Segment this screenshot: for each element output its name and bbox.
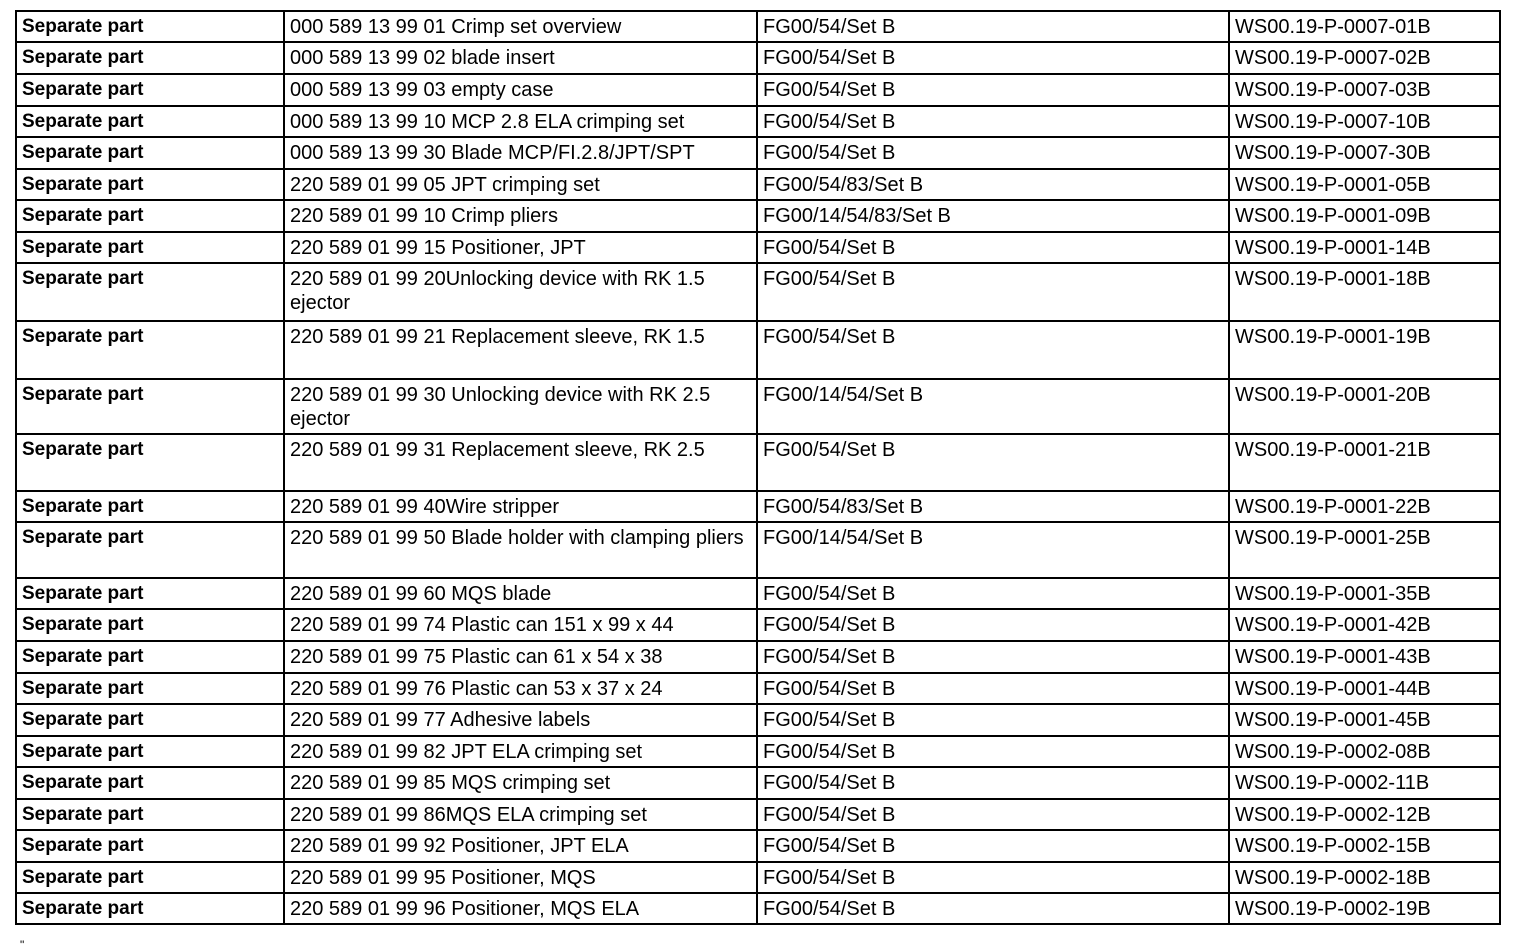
part-description-cell: 220 589 01 99 50 Blade holder with clamping pliers (284, 522, 757, 578)
part-kind-cell: Separate part (16, 169, 284, 200)
ws-reference-cell: WS00.19-P-0007-01B (1229, 11, 1500, 42)
fg-reference-cell: FG00/54/Set B (757, 799, 1229, 830)
part-kind-cell: Separate part (16, 893, 284, 924)
fg-reference-cell: FG00/14/54/Set B (757, 522, 1229, 578)
part-description-cell: 220 589 01 99 10 Crimp pliers (284, 200, 757, 232)
ws-reference-cell: WS00.19-P-0001-43B (1229, 641, 1500, 673)
parts-table (15, 10, 1501, 925)
fg-reference-cell: FG00/54/Set B (757, 704, 1229, 736)
table-row (16, 609, 1500, 641)
ws-reference-cell: WS00.19-P-0007-30B (1229, 137, 1500, 169)
part-description-cell: 220 589 01 99 86MQS ELA crimping set (284, 799, 757, 830)
part-kind-cell: Separate part (16, 321, 284, 379)
fg-reference-cell: FG00/54/Set B (757, 862, 1229, 893)
ws-reference-cell: WS00.19-P-0001-14B (1229, 232, 1500, 263)
ws-reference-cell: WS00.19-P-0001-19B (1229, 321, 1500, 379)
table-row (16, 736, 1500, 767)
ws-reference-cell: WS00.19-P-0007-02B (1229, 42, 1500, 74)
fg-reference-cell: FG00/54/Set B (757, 736, 1229, 767)
ws-reference-cell: WS00.19-P-0002-18B (1229, 862, 1500, 893)
fg-reference-cell: FG00/54/Set B (757, 578, 1229, 609)
table-row (16, 137, 1500, 169)
fg-reference-cell: FG00/54/83/Set B (757, 491, 1229, 522)
table-row (16, 200, 1500, 232)
part-kind-cell: Separate part (16, 106, 284, 137)
table-row (16, 767, 1500, 799)
part-kind-cell: Separate part (16, 263, 284, 321)
table-row (16, 799, 1500, 830)
fg-reference-cell: FG00/54/83/Set B (757, 169, 1229, 200)
part-kind-cell: Separate part (16, 799, 284, 830)
table-row (16, 578, 1500, 609)
part-description-cell: 220 589 01 99 92 Positioner, JPT ELA (284, 830, 757, 862)
table-row (16, 673, 1500, 704)
table-row (16, 11, 1500, 42)
fg-reference-cell: FG00/54/Set B (757, 263, 1229, 321)
fg-reference-cell: FG00/54/Set B (757, 641, 1229, 673)
part-description-cell: 220 589 01 99 15 Positioner, JPT (284, 232, 757, 263)
ws-reference-cell: WS00.19-P-0001-25B (1229, 522, 1500, 578)
ws-reference-cell: WS00.19-P-0001-21B (1229, 434, 1500, 491)
part-kind-cell: Separate part (16, 641, 284, 673)
fg-reference-cell: FG00/54/Set B (757, 106, 1229, 137)
part-kind-cell: Separate part (16, 767, 284, 799)
table-row (16, 491, 1500, 522)
table-row (16, 434, 1500, 491)
table-row (16, 74, 1500, 106)
fg-reference-cell: FG00/54/Set B (757, 137, 1229, 169)
part-kind-cell: Separate part (16, 522, 284, 578)
part-description-cell: 220 589 01 99 82 JPT ELA crimping set (284, 736, 757, 767)
part-description-cell: 220 589 01 99 95 Positioner, MQS (284, 862, 757, 893)
part-description-cell: 220 589 01 99 75 Plastic can 61 x 54 x 38 (284, 641, 757, 673)
ws-reference-cell: WS00.19-P-0007-10B (1229, 106, 1500, 137)
part-kind-cell: Separate part (16, 491, 284, 522)
fg-reference-cell: FG00/54/Set B (757, 232, 1229, 263)
ws-reference-cell: WS00.19-P-0001-05B (1229, 169, 1500, 200)
part-description-cell: 220 589 01 99 76 Plastic can 53 x 37 x 24 (284, 673, 757, 704)
ws-reference-cell: WS00.19-P-0002-12B (1229, 799, 1500, 830)
part-kind-cell: Separate part (16, 200, 284, 232)
part-kind-cell: Separate part (16, 673, 284, 704)
part-kind-cell: Separate part (16, 379, 284, 434)
ws-reference-cell: WS00.19-P-0001-42B (1229, 609, 1500, 641)
table-row (16, 106, 1500, 137)
ws-reference-cell: WS00.19-P-0001-35B (1229, 578, 1500, 609)
table-row (16, 830, 1500, 862)
ws-reference-cell: WS00.19-P-0002-08B (1229, 736, 1500, 767)
table-row (16, 641, 1500, 673)
part-description-cell: 220 589 01 99 40Wire stripper (284, 491, 757, 522)
part-kind-cell: Separate part (16, 434, 284, 491)
part-kind-cell: Separate part (16, 862, 284, 893)
part-description-cell: 220 589 01 99 60 MQS blade (284, 578, 757, 609)
ws-reference-cell: WS00.19-P-0001-22B (1229, 491, 1500, 522)
ws-reference-cell: WS00.19-P-0001-44B (1229, 673, 1500, 704)
part-kind-cell: Separate part (16, 11, 284, 42)
table-row (16, 232, 1500, 263)
part-description-cell: 220 589 01 99 31 Replacement sleeve, RK 2.5 (284, 434, 757, 491)
trailing-mark: " (20, 938, 25, 952)
part-description-cell: 220 589 01 99 96 Positioner, MQS ELA (284, 893, 757, 924)
fg-reference-cell: FG00/54/Set B (757, 74, 1229, 106)
ws-reference-cell: WS00.19-P-0002-19B (1229, 893, 1500, 924)
fg-reference-cell: FG00/54/Set B (757, 673, 1229, 704)
ws-reference-cell: WS00.19-P-0001-09B (1229, 200, 1500, 232)
table-row (16, 169, 1500, 200)
fg-reference-cell: FG00/14/54/Set B (757, 379, 1229, 434)
part-kind-cell: Separate part (16, 609, 284, 641)
part-description-cell: 220 589 01 99 74 Plastic can 151 x 99 x 44 (284, 609, 757, 641)
ws-reference-cell: WS00.19-P-0007-03B (1229, 74, 1500, 106)
fg-reference-cell: FG00/14/54/83/Set B (757, 200, 1229, 232)
ws-reference-cell: WS00.19-P-0002-11B (1229, 767, 1500, 799)
part-kind-cell: Separate part (16, 137, 284, 169)
part-description-cell: 000 589 13 99 03 empty case (284, 74, 757, 106)
ws-reference-cell: WS00.19-P-0002-15B (1229, 830, 1500, 862)
part-kind-cell: Separate part (16, 578, 284, 609)
part-kind-cell: Separate part (16, 74, 284, 106)
fg-reference-cell: FG00/54/Set B (757, 893, 1229, 924)
table-row (16, 893, 1500, 924)
part-description-cell: 220 589 01 99 85 MQS crimping set (284, 767, 757, 799)
part-description-cell: 220 589 01 99 77 Adhesive labels (284, 704, 757, 736)
part-description-cell: 220 589 01 99 30 Unlocking device with RK 2.5 ejector (284, 379, 757, 434)
parts-table-body (16, 11, 1500, 924)
fg-reference-cell: FG00/54/Set B (757, 434, 1229, 491)
ws-reference-cell: WS00.19-P-0001-20B (1229, 379, 1500, 434)
part-kind-cell: Separate part (16, 704, 284, 736)
part-description-cell: 000 589 13 99 02 blade insert (284, 42, 757, 74)
part-description-cell: 220 589 01 99 21 Replacement sleeve, RK 1.5 (284, 321, 757, 379)
ws-reference-cell: WS00.19-P-0001-18B (1229, 263, 1500, 321)
part-description-cell: 220 589 01 99 05 JPT crimping set (284, 169, 757, 200)
fg-reference-cell: FG00/54/Set B (757, 830, 1229, 862)
table-row (16, 522, 1500, 578)
table-row (16, 379, 1500, 434)
fg-reference-cell: FG00/54/Set B (757, 42, 1229, 74)
fg-reference-cell: FG00/54/Set B (757, 11, 1229, 42)
part-kind-cell: Separate part (16, 830, 284, 862)
table-row (16, 704, 1500, 736)
table-row (16, 263, 1500, 321)
ws-reference-cell: WS00.19-P-0001-45B (1229, 704, 1500, 736)
part-description-cell: 000 589 13 99 01 Crimp set overview (284, 11, 757, 42)
fg-reference-cell: FG00/54/Set B (757, 609, 1229, 641)
part-description-cell: 220 589 01 99 20Unlocking device with RK 1.5 ejector (284, 263, 757, 321)
part-description-cell: 000 589 13 99 10 MCP 2.8 ELA crimping set (284, 106, 757, 137)
part-kind-cell: Separate part (16, 736, 284, 767)
part-kind-cell: Separate part (16, 42, 284, 74)
part-description-cell: 000 589 13 99 30 Blade MCP/FI.2.8/JPT/SPT (284, 137, 757, 169)
table-row (16, 42, 1500, 74)
fg-reference-cell: FG00/54/Set B (757, 767, 1229, 799)
fg-reference-cell: FG00/54/Set B (757, 321, 1229, 379)
table-row (16, 321, 1500, 379)
part-kind-cell: Separate part (16, 232, 284, 263)
table-row (16, 862, 1500, 893)
